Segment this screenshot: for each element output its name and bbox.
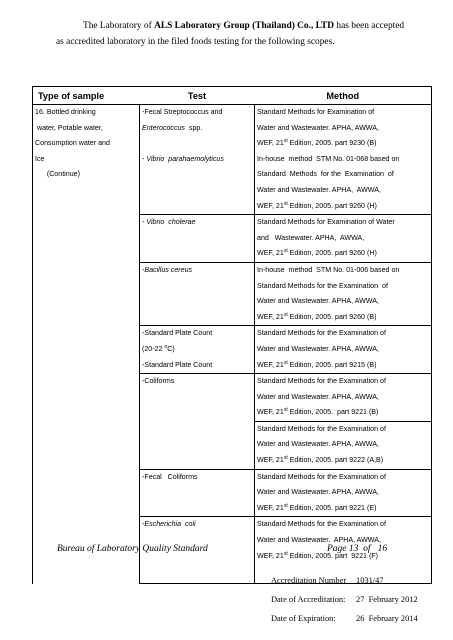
accreditation-number-label: Accreditation Number	[271, 576, 347, 585]
method-line: WEF, 21	[257, 312, 284, 321]
sample-type-line: Ice	[35, 154, 45, 163]
accreditation-date-row	[271, 595, 418, 604]
superscript: st	[283, 138, 288, 145]
method-cell	[255, 105, 432, 152]
lab-name: ALS Laboratory Group (Thailand) Co., LTD	[154, 21, 335, 31]
expiration-date-label: Date of Expiration:	[271, 614, 336, 623]
method-line: Edition, 2005. part 9260 (H)	[287, 249, 377, 258]
method-line: WEF, 21	[257, 360, 284, 369]
method-line: WEF, 21	[257, 551, 284, 560]
test-cell	[140, 469, 255, 517]
method-cell	[255, 374, 432, 422]
method-line: WEF, 21	[257, 249, 284, 258]
method-line: In-house method STM No. 01-006 based on	[257, 265, 400, 274]
superscript: st	[283, 407, 288, 414]
bureau-footer: Bureau of Laboratory Quality Standard	[57, 544, 208, 554]
scope-table	[32, 86, 432, 584]
accreditation-number-row	[271, 576, 383, 585]
test-name: Escherichia coli	[144, 520, 196, 529]
method-line: WEF, 21	[257, 456, 284, 465]
method-line: In-house method STM No. 01-068 based on	[257, 154, 400, 163]
sample-type-line: Consumption water and	[35, 139, 110, 148]
method-line: Edition, 2005. part 9230 (B)	[287, 139, 377, 148]
test-cell	[140, 215, 255, 263]
table-header-row	[33, 87, 432, 105]
test-name: -	[142, 218, 147, 227]
method-line: Standard Methods for the Examination of	[257, 377, 386, 386]
method-line: Water and Wastewater. APHA, AWWA,	[257, 392, 379, 401]
method-line: Water and Wastewater. APHA, AWWA,	[257, 536, 381, 545]
accreditation-date-value: 27 February 2012	[356, 595, 418, 604]
intro-text: has been accepted	[334, 21, 405, 31]
method-cell	[255, 152, 432, 215]
method-line: Edition, 2005. part 9222 (A,B)	[287, 456, 384, 465]
expiration-date-row	[271, 614, 418, 623]
test-name: -	[142, 520, 145, 529]
method-line: Edition, 2005. part 9215 (B)	[287, 360, 377, 369]
test-name: Vibrio cholerae	[146, 218, 196, 227]
method-line: and Wastewater. APHA, AWWA,	[257, 233, 365, 242]
test-name: C)	[167, 344, 175, 353]
sample-type-line: (Continue)	[35, 170, 80, 179]
method-line: Edition, 2005. part 9221 (B)	[287, 408, 379, 417]
method-line: Standard Methods for the Examination of	[257, 520, 386, 529]
test-name: -Standard Plate Count	[142, 360, 213, 369]
test-name: Vibrio parahaemolyticus	[146, 154, 224, 163]
method-cell	[255, 262, 432, 325]
test-name: -	[142, 154, 147, 163]
test-cell	[140, 152, 255, 215]
method-line: Edition, 2005. part 9221 (F)	[287, 551, 379, 560]
method-line: WEF, 21	[257, 201, 284, 210]
method-line: Water and Wastewater. APHA, AWWA,	[257, 297, 379, 306]
test-name: -	[142, 265, 145, 274]
method-line: Water and Wastewater. APHA, AWWA,	[257, 123, 379, 132]
test-name: -Fecal Streptococcus and	[142, 108, 223, 116]
method-cell	[255, 469, 432, 517]
method-cell	[255, 326, 432, 374]
test-cell	[140, 105, 255, 152]
method-line: Edition, 2005. part 9221 (E)	[287, 503, 377, 512]
method-line: Water and Wastewater. APHA, AWWA,	[257, 488, 379, 497]
superscript: st	[283, 455, 288, 462]
superscript: st	[283, 311, 288, 318]
test-name: -Coliforms	[142, 377, 175, 386]
method-line: Standard Methods for Examination of Water	[257, 218, 395, 227]
method-line: WEF, 21	[257, 139, 284, 148]
test-name: -Standard Plate Count	[142, 329, 213, 338]
method-line: Edition, 2005. part 9260 (B)	[287, 312, 377, 321]
accreditation-number-value: 1031/47	[356, 576, 384, 585]
header-test: Test	[140, 87, 255, 105]
method-line: Standard Methods for the Examination of	[257, 329, 386, 338]
method-line: Standard Methods for the Examination of	[257, 472, 386, 481]
header-method: Method	[255, 87, 432, 105]
test-cell	[140, 326, 255, 374]
method-line: Water and Wastewater. APHA, AWWA,	[257, 185, 381, 194]
page-number: Page 13 of 16	[327, 544, 388, 554]
superscript: st	[283, 200, 288, 207]
header-type-of-sample: Type of sample	[33, 87, 140, 105]
superscript: st	[283, 359, 288, 366]
test-name: -Fecal Coliforms	[142, 472, 198, 481]
test-cell	[140, 262, 255, 325]
superscript: st	[283, 248, 288, 255]
sample-type-line: water, Potable water,	[35, 123, 103, 132]
superscript: o	[164, 343, 168, 350]
intro-line-1	[56, 18, 436, 34]
method-cell	[255, 421, 432, 469]
intro-text: The Laboratory of	[83, 21, 155, 31]
sample-type-line: 16. Bottled drinking	[35, 108, 96, 116]
test-name: Enterococcus	[142, 123, 185, 132]
method-cell	[255, 215, 432, 263]
method-line: Standard Methods for the Examination of	[257, 424, 386, 433]
intro-line-2: as accredited laboratory in the filed foods testing for the following scopes.	[56, 37, 335, 47]
test-name: spp.	[184, 123, 203, 132]
table-row	[33, 105, 432, 152]
method-line: Standard Methods for Examination of	[257, 108, 375, 116]
expiration-date-value: 26 February 2014	[356, 614, 418, 623]
test-name: (20-22	[142, 344, 165, 353]
method-line: Standard Methods for the Examination of	[257, 170, 394, 179]
test-name: Bacillus cereus	[144, 265, 193, 274]
method-line: Water and Wastewater. APHA, AWWA,	[257, 344, 379, 353]
test-cell	[140, 374, 255, 470]
method-line: WEF, 21	[257, 503, 284, 512]
superscript: st	[283, 550, 288, 557]
accreditation-date-label: Date of Accreditation:	[271, 595, 346, 604]
superscript: st	[283, 502, 288, 509]
intro-paragraph	[56, 18, 436, 50]
method-line: WEF, 21	[257, 408, 284, 417]
sample-type-cell	[33, 105, 140, 584]
method-line: Edition, 2005. part 9260 (H)	[287, 201, 377, 210]
method-line: Water and Wastewater. APHA, AWWA,	[257, 440, 379, 449]
method-line: Standard Methods for the Examination of	[257, 281, 388, 290]
